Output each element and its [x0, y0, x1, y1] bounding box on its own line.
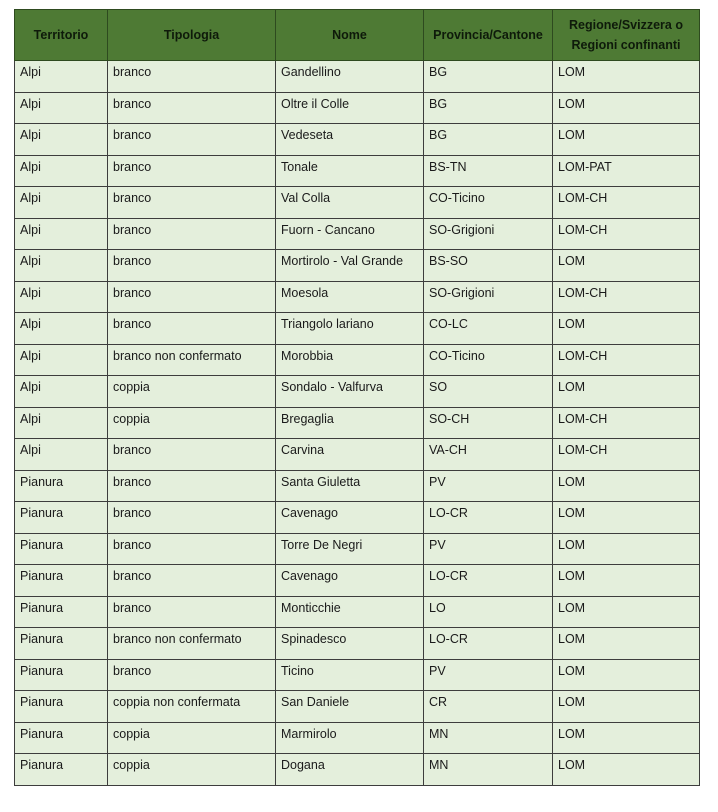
tipologia-cell: branco non confermato: [108, 628, 276, 660]
regione-cell: LOM: [553, 691, 700, 723]
table-row: [15, 92, 700, 124]
provincia-cell: LO-CR: [424, 502, 553, 534]
header-regione: Regione/Svizzera o Regioni confinanti: [553, 10, 700, 61]
tipologia-cell: branco: [108, 124, 276, 156]
regione-cell: LOM-CH: [553, 407, 700, 439]
territorio-cell: Alpi: [15, 407, 108, 439]
nome-cell: Oltre il Colle: [276, 92, 424, 124]
tipologia-cell: branco: [108, 92, 276, 124]
regione-cell: LOM: [553, 596, 700, 628]
nome-cell: Bregaglia: [276, 407, 424, 439]
table-header: [15, 10, 700, 61]
provincia-cell: LO: [424, 596, 553, 628]
regione-cell: LOM: [553, 124, 700, 156]
regione-cell: LOM-CH: [553, 281, 700, 313]
territorio-cell: Alpi: [15, 281, 108, 313]
nome-cell: San Daniele: [276, 691, 424, 723]
tipologia-cell: branco: [108, 155, 276, 187]
regione-cell: LOM: [553, 313, 700, 345]
tipologia-cell: branco: [108, 533, 276, 565]
table-row: [15, 313, 700, 345]
territorio-cell: Alpi: [15, 344, 108, 376]
table-row: [15, 281, 700, 313]
table-row: [15, 659, 700, 691]
provincia-cell: SO-Grigioni: [424, 218, 553, 250]
header-provincia-cantone: Provincia/Cantone: [424, 10, 553, 61]
table-row: [15, 596, 700, 628]
provincia-cell: MN: [424, 722, 553, 754]
tipologia-cell: branco: [108, 659, 276, 691]
tipologia-cell: branco: [108, 502, 276, 534]
provincia-cell: LO-CR: [424, 565, 553, 597]
regione-cell: LOM: [553, 61, 700, 93]
tipologia-cell: branco: [108, 250, 276, 282]
regione-cell: LOM: [553, 502, 700, 534]
territorio-cell: Alpi: [15, 124, 108, 156]
header-row: [15, 10, 700, 61]
nome-cell: Morobbia: [276, 344, 424, 376]
territorio-cell: Alpi: [15, 187, 108, 219]
table-row: [15, 533, 700, 565]
table-row: [15, 407, 700, 439]
territorio-cell: Pianura: [15, 533, 108, 565]
table-body: [15, 61, 700, 786]
header-territorio: Territorio: [15, 10, 108, 61]
tipologia-cell: coppia non confermata: [108, 691, 276, 723]
tipologia-cell: branco: [108, 596, 276, 628]
provincia-cell: VA-CH: [424, 439, 553, 471]
nome-cell: Moesola: [276, 281, 424, 313]
nome-cell: Val Colla: [276, 187, 424, 219]
tipologia-cell: coppia: [108, 407, 276, 439]
nome-cell: Triangolo lariano: [276, 313, 424, 345]
provincia-cell: CR: [424, 691, 553, 723]
territorio-cell: Alpi: [15, 439, 108, 471]
provincia-cell: BS-TN: [424, 155, 553, 187]
tipologia-cell: branco: [108, 281, 276, 313]
provincia-cell: BG: [424, 92, 553, 124]
territorio-cell: Pianura: [15, 754, 108, 786]
regione-cell: LOM-CH: [553, 439, 700, 471]
nome-cell: Dogana: [276, 754, 424, 786]
tipologia-cell: branco: [108, 218, 276, 250]
territorio-cell: Alpi: [15, 376, 108, 408]
table-row: [15, 155, 700, 187]
table-row: [15, 376, 700, 408]
regione-cell: LOM: [553, 470, 700, 502]
provincia-cell: LO-CR: [424, 628, 553, 660]
territorio-cell: Pianura: [15, 659, 108, 691]
territorio-cell: Alpi: [15, 61, 108, 93]
table-row: [15, 250, 700, 282]
tipologia-cell: branco: [108, 439, 276, 471]
regione-cell: LOM: [553, 754, 700, 786]
territorio-cell: Pianura: [15, 722, 108, 754]
tipologia-cell: coppia: [108, 376, 276, 408]
provincia-cell: SO: [424, 376, 553, 408]
regione-cell: LOM-CH: [553, 344, 700, 376]
regione-cell: LOM: [553, 92, 700, 124]
territorio-cell: Alpi: [15, 250, 108, 282]
nome-cell: Spinadesco: [276, 628, 424, 660]
territorio-cell: Alpi: [15, 92, 108, 124]
provincia-cell: CO-Ticino: [424, 344, 553, 376]
wolf-territories-table: [14, 9, 700, 786]
table-row: [15, 565, 700, 597]
tipologia-cell: coppia: [108, 754, 276, 786]
nome-cell: Santa Giuletta: [276, 470, 424, 502]
regione-cell: LOM: [553, 533, 700, 565]
provincia-cell: PV: [424, 533, 553, 565]
provincia-cell: BG: [424, 124, 553, 156]
territorio-cell: Pianura: [15, 691, 108, 723]
regione-cell: LOM: [553, 659, 700, 691]
nome-cell: Cavenago: [276, 565, 424, 597]
provincia-cell: PV: [424, 659, 553, 691]
nome-cell: Mortirolo - Val Grande: [276, 250, 424, 282]
provincia-cell: SO-Grigioni: [424, 281, 553, 313]
table-row: [15, 344, 700, 376]
nome-cell: Vedeseta: [276, 124, 424, 156]
tipologia-cell: branco non confermato: [108, 344, 276, 376]
territorio-cell: Pianura: [15, 628, 108, 660]
regione-cell: LOM: [553, 628, 700, 660]
tipologia-cell: coppia: [108, 722, 276, 754]
table-row: [15, 502, 700, 534]
table-row: [15, 691, 700, 723]
territorio-cell: Alpi: [15, 155, 108, 187]
table-row: [15, 61, 700, 93]
territorio-cell: Pianura: [15, 565, 108, 597]
table-row: [15, 124, 700, 156]
territorio-cell: Pianura: [15, 596, 108, 628]
regione-cell: LOM-PAT: [553, 155, 700, 187]
nome-cell: Monticchie: [276, 596, 424, 628]
regione-cell: LOM: [553, 565, 700, 597]
nome-cell: Tonale: [276, 155, 424, 187]
nome-cell: Cavenago: [276, 502, 424, 534]
tipologia-cell: branco: [108, 470, 276, 502]
table-row: [15, 218, 700, 250]
regione-cell: LOM: [553, 722, 700, 754]
territorio-cell: Alpi: [15, 313, 108, 345]
nome-cell: Sondalo - Valfurva: [276, 376, 424, 408]
regione-cell: LOM-CH: [553, 187, 700, 219]
regione-cell: LOM: [553, 250, 700, 282]
regione-cell: LOM-CH: [553, 218, 700, 250]
provincia-cell: BS-SO: [424, 250, 553, 282]
header-nome: Nome: [276, 10, 424, 61]
provincia-cell: MN: [424, 754, 553, 786]
header-tipologia: Tipologia: [108, 10, 276, 61]
table-row: [15, 628, 700, 660]
table-row: [15, 754, 700, 786]
territorio-cell: Alpi: [15, 218, 108, 250]
nome-cell: Torre De Negri: [276, 533, 424, 565]
tipologia-cell: branco: [108, 187, 276, 219]
territorio-cell: Pianura: [15, 470, 108, 502]
provincia-cell: CO-LC: [424, 313, 553, 345]
provincia-cell: SO-CH: [424, 407, 553, 439]
tipologia-cell: branco: [108, 61, 276, 93]
nome-cell: Ticino: [276, 659, 424, 691]
table-row: [15, 470, 700, 502]
nome-cell: Gandellino: [276, 61, 424, 93]
provincia-cell: CO-Ticino: [424, 187, 553, 219]
territorio-cell: Pianura: [15, 502, 108, 534]
document-page: [14, 9, 699, 786]
regione-cell: LOM: [553, 376, 700, 408]
nome-cell: Marmirolo: [276, 722, 424, 754]
tipologia-cell: branco: [108, 313, 276, 345]
table-row: [15, 722, 700, 754]
provincia-cell: BG: [424, 61, 553, 93]
tipologia-cell: branco: [108, 565, 276, 597]
nome-cell: Fuorn - Cancano: [276, 218, 424, 250]
table-row: [15, 439, 700, 471]
provincia-cell: PV: [424, 470, 553, 502]
table-row: [15, 187, 700, 219]
nome-cell: Carvina: [276, 439, 424, 471]
